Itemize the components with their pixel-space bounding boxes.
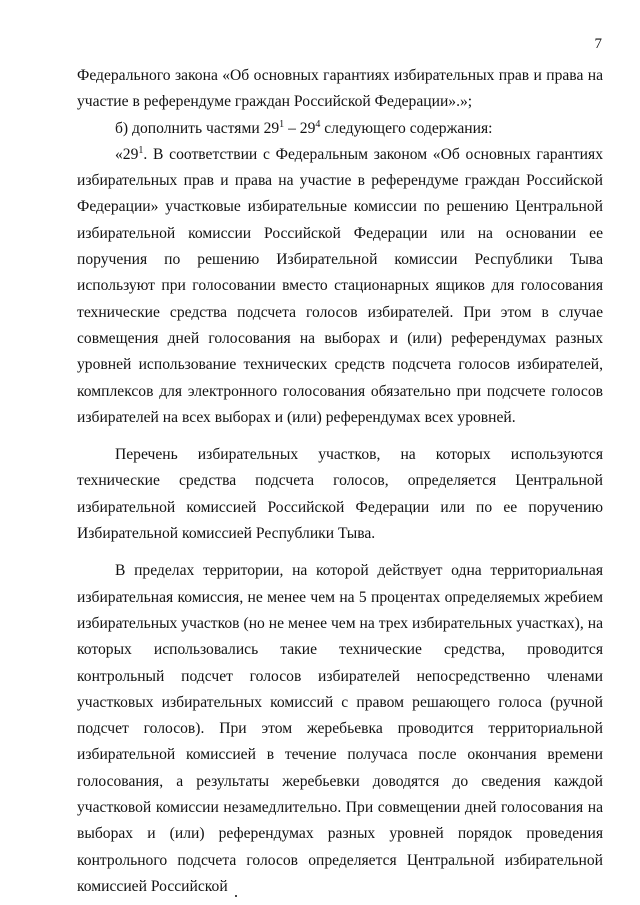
amendment-b-text-start: б) дополнить частями 29 xyxy=(115,119,280,137)
paragraph-polling-stations-list: Перечень избирательных участков, на которых используются технические средства подсчета голосов, определяется Центральной избирательной комиссией Российской Федерации или по ее поручению Избирательной комиссией Республики Тыва. xyxy=(77,446,603,543)
amendment-b-superscript-last: 4 xyxy=(315,118,321,130)
paragraph-control-count: В пределах территории, на которой действует одна территориальная избирательная комиссия, не менее чем на 5 процентах определяемых жребием избирательных участков (но не менее чем на трех избирательных участках), на которых использовались такие технические средства, проводится контрольный подсчет голосов избирателей непосредственно членами участковых избирательных комиссий с правом решающего голоса (ручной подсчет голосов). При этом жеребьевка проводится территориальной избирательной комиссией в течение получаса после окончания времени голосования, а результаты жеребьевки доводятся до сведения каждой участковой комиссии незамедлительно. При совмещении дней голосования на выборах и (или) референдумах разных уровней порядок проведения контрольного подсчета голосов определяется Центральной избирательной комиссией Российской xyxy=(77,562,603,895)
paragraph-amendment-b xyxy=(77,116,603,142)
page-number: 7 xyxy=(594,36,602,52)
amendment-b-text-mid: – 29 xyxy=(284,119,316,137)
paragraph-continuation: Федерального закона «Об основных гарантиях избирательных прав и права на участие в референдуме граждан Российской Федерации».»; xyxy=(77,67,603,111)
part-29-1-number: «29 xyxy=(115,145,139,163)
document-body xyxy=(77,63,603,900)
amendment-b-text-end: следующего содержания: xyxy=(320,119,493,137)
footer-mark xyxy=(235,895,237,897)
part-29-1-superscript: 1 xyxy=(138,144,144,156)
part-29-1-text: . В соответствии с Федеральным законом «Об основных гарантиях избирательных прав и права на участие в референдуме граждан Российской Федерации» участковые избирательные комиссии по решению Центральной избирательной комиссии Российской Федерации или на основании ее поручения по решению Избирательной комиссии Республики Тыва используют при голосовании вместо стационарных ящиков для голосования технические средства подсчета голосов избирателей. При этом в случае совмещения дней голосования на выборах и (или) референдумах разных уровней использование технических средств подсчета голосов избирателей, комплексов для электронного голосования обязательно при подсчете голосов избирателей на всех выборах и (или) референдумах всех уровней. xyxy=(77,145,603,426)
paragraph-part-29-1 xyxy=(77,142,603,431)
amendment-b-superscript-first: 1 xyxy=(279,118,285,130)
